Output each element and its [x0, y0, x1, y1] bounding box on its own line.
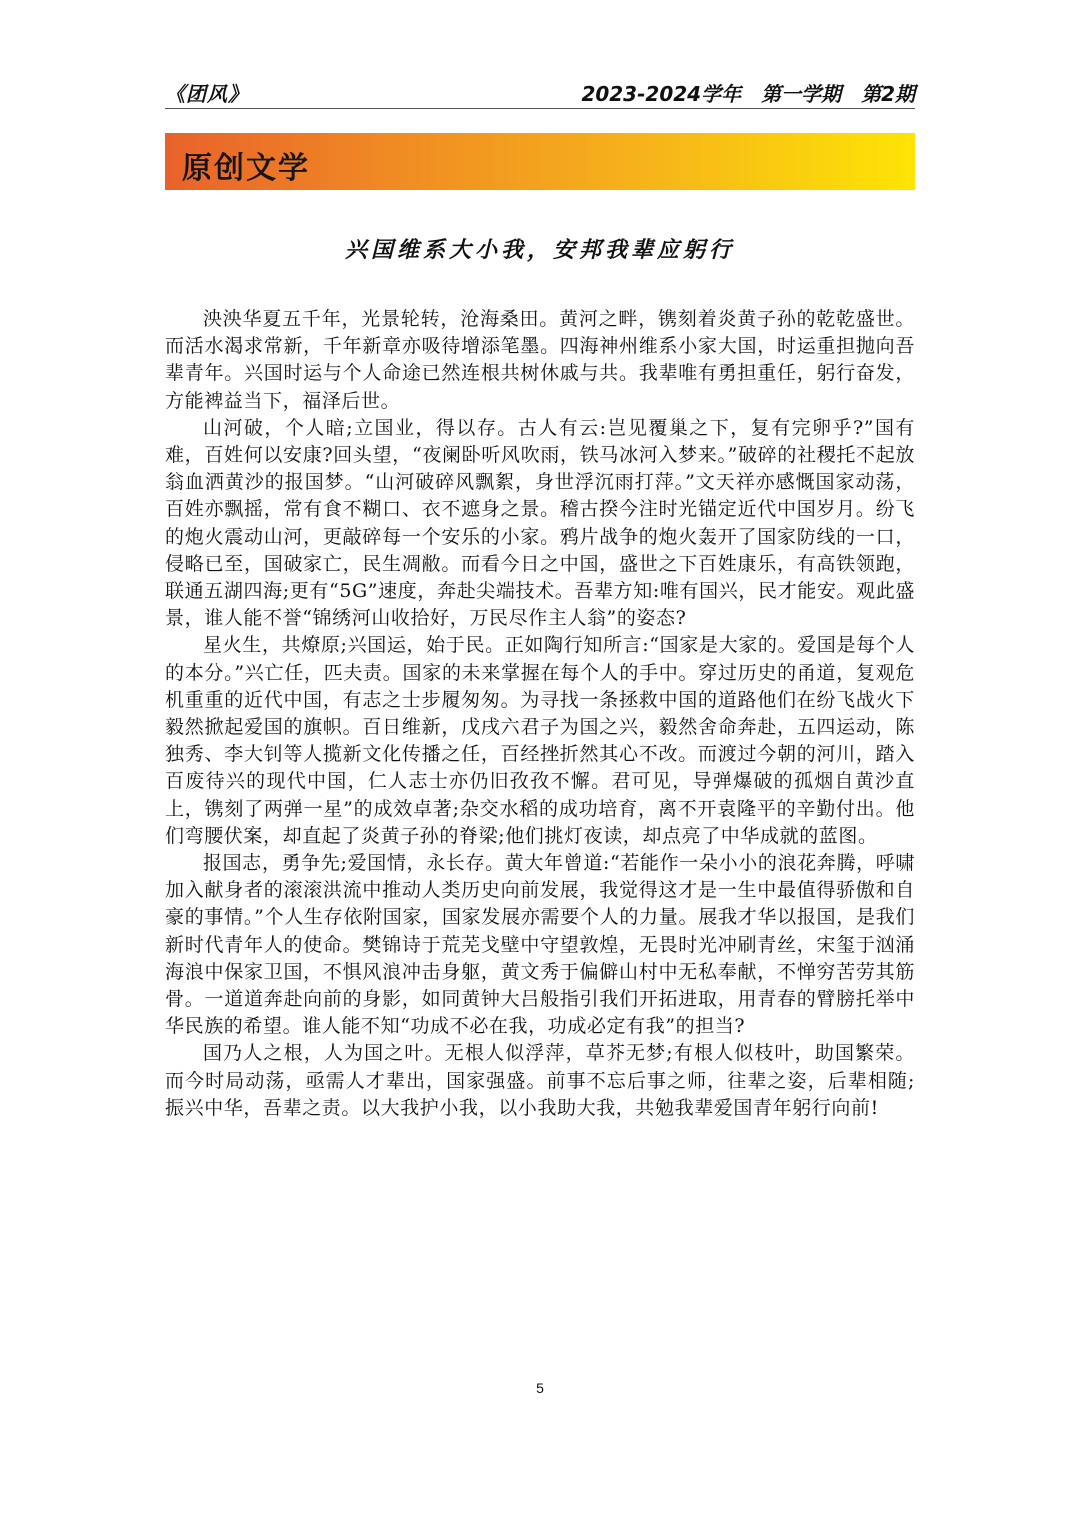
- page-header: [165, 78, 915, 108]
- article-title: 兴国维系大小我，安邦我辈应躬行: [344, 238, 735, 263]
- academic-year: 2023-2024学年: [581, 82, 742, 106]
- page-number: 5: [536, 1380, 544, 1396]
- semester: 第一学期: [761, 82, 842, 106]
- article-paragraph: 山河破，个人暗;立国业，得以存。古人有云:岂见覆巢之下，复有完卵乎?”国有难，百姓何以安康?回头望，“夜阑卧听风吹雨，铁马冰河入梦来。”破碎的社稷托不起放翁血洒黄沙的报国梦。“山河破碎风飘絮，身世浮沉雨打萍。”文天祥亦感慨国家动荡，百姓亦飘摇，常有食不糊口、衣不遮身之景。稽古揆今注时光锚定近代中国岁月。纷飞的炮火震动山河，更敲碎每一个安乐的小家。鸦片战争的炮火轰开了国家防线的一口，侵略已至，国破家亡，民生凋敝。而看今日之中国，盛世之下百姓康乐，有高铁领跑，联通五湖四海;更有“5G”速度，奔赴尖端技术。吾辈方知:唯有国兴，民才能安。观此盛景，谁人能不誉“锦绣河山收拾好，万民尽作主人翁”的姿态?: [165, 416, 915, 630]
- article-paragraph: 国乃人之根，人为国之叶。无根人似浮萍，草芥无梦;有根人似枝叶，助国繁荣。而今时局动荡，亟需人才辈出，国家强盛。前事不忘后事之师，往辈之姿，后辈相随;振兴中华，吾辈之责。以大我护小我，以小我助大我，共勉我辈爱国青年躬行向前!: [165, 1042, 915, 1119]
- article-paragraph: 星火生，共燎原;兴国运，始于民。正如陶行知所言:“国家是大家的。爱国是每个人的本分。”兴亡任，匹夫责。国家的未来掌握在每个人的手中。穿过历史的甬道，复观危机重重的近代中国，有志之士步履匆匆。为寻找一条拯救中国的道路他们在纷飞战火下毅然掀起爱国的旗帜。百日维新，戊戌六君子为国之兴，毅然舍命奔赴，五四运动，陈独秀、李大钊等人揽新文化传播之任，百经挫折然其心不改。而渡过今朝的河川，踏入百废待兴的现代中国，仁人志士亦仍旧孜孜不懈。君可见，导弹爆破的孤烟自黄沙直上，镌刻了两弹一星”的成效卓著;杂交水稻的成功培育，离不开袁隆平的辛勤付出。他们弯腰伏案，却直起了炎黄子孙的脊梁;他们挑灯夜读，却点亮了中华成就的蓝图。: [165, 634, 915, 847]
- article-paragraph: 泱泱华夏五千年，光景轮转，沧海桑田。黄河之畔，镌刻着炎黄子孙的乾乾盛世。而活水渴求常新，千年新章亦吸待增添笔墨。四海神州维系小家大国，时运重担抛向吾辈青年。兴国时运与个人命途已然连根共树休戚与共。我辈唯有勇担重任，躬行奋发，方能裨益当下，福泽后世。: [165, 308, 915, 412]
- issue-info: [581, 78, 915, 107]
- header-divider: [165, 108, 915, 109]
- article-paragraph: 报国志，勇争先;爱国情，永长存。黄大年曾道:“若能作一朵小小的浪花奔腾，呼啸加入献身者的滚滚洪流中推动人类历史向前发展，我觉得这才是一生中最值得骄傲和自豪的事情。”个人生存依附国家，国家发展亦需要个人的力量。展我才华以报国，是我们新时代青年人的使命。樊锦诗于荒芜戈壁中守望敦煌，无畏时光冲刷青丝，宋玺于汹涌海浪中保家卫国，不惧风浪冲击身躯，黄文秀于偏僻山村中无私奉献，不惮穷苦劳其筋骨。一道道奔赴向前的身影，如同黄钟大吕般指引我们开拓进取，用青春的臂膀托举中华民族的希望。谁人能不知“功成不必在我，功成必定有我”的担当?: [165, 852, 915, 1038]
- article-body: [165, 306, 915, 1122]
- issue-number: 第2期: [861, 82, 915, 106]
- publication-name: 《团风》: [165, 82, 249, 106]
- section-banner: [165, 133, 915, 190]
- section-title: 原创文学: [182, 151, 310, 186]
